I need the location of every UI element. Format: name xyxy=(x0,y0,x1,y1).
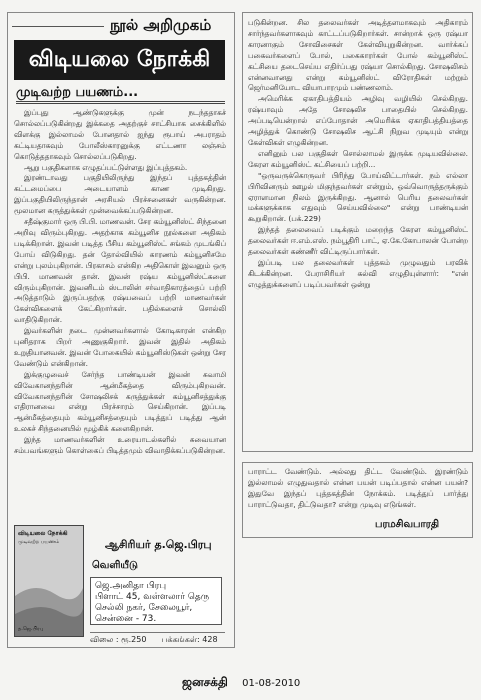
section-rule xyxy=(12,26,104,27)
continuation-paragraph: பாராட்ட வேண்டும். அல்லது திட்ட வேண்டும். இரண்டும் இல்லாமல் எழுதுவதால் என்ன பயன் படிப்பதால் என்ன பயன்? இதுவே இந்தப் புத்தகத்தின் நோக்கம். படித்துப் பார்த்து பாராட்டுவதா, திட்டுவதா? என்று முடிவு எடுங்கள். xyxy=(248,467,468,509)
left-paragraph: இக்குழுவைச் சேர்ந்த பாண்டியன் இவன் சுவாமி விவேகானந்தரின் ஆன்மீகத்தை விரும்புகிறவன். விவேகானந்தரின் சோஷலிசக் கருத்துக்கள் கம்யூனிசத்துக்கு எதிரானவை என்று பிரச்சாரம் செய்கிறான். இப்படி ஆன்மீகத்தையும் கம்யூனிசத்தையும் படித்துப் படித்து ஆன் உலகச் சிந்தனையில் மூழ்கிக் களைகிறான். xyxy=(14,369,226,434)
right-paragraph: இந்தத் தலைவைப் படிக்கும் மறைந்த கேரள கம்யூனிஸ்ட் தலைவர்கள் ஈ.எம்.எஸ். நம்பூதிரி பாட், ஏ.கே.கோபாலன் போன்ற தலைவர்கள் கண்ணீர் விட்டிருப்பார்கள். xyxy=(248,225,468,257)
right-paragraph: "ஒருவருக்கொருவர் பிரிந்து போய்விட்டார்கள். நம் எல்லா பிரிவினரும் ஊழல் மிகுந்தவர்கள் என்றும், ஒவ்வொருத்தருக்கும் ஏராளமான நிலம் இருக்கிறது. ஆனால் பெரிய தலைவர்கள் மக்களுக்காக எதுவும் செய்யவில்லை" என்று பாண்டியன் கூறுகிறான். (பக்.229) xyxy=(248,170,468,224)
newspaper-name: ஜனசக்தி xyxy=(182,675,228,689)
publisher-line: செல்லி நகர், சேலையூர், xyxy=(95,603,193,613)
cover-title: விடியலை நோக்கி xyxy=(18,530,68,537)
cover-subtitle: முடிவற்ற பயணம் xyxy=(18,539,60,545)
price-pages-line xyxy=(90,632,225,645)
cover-author: த.ஜெ.பிரபு xyxy=(18,626,44,632)
right-paragraph: அமெரிக்க ஏகாதிபத்தியம் அழிவு வழியில் செல்கிறது. ரஷ்யாவும் அதே சோஷலிச பாதையில் செல்கிறது. அப்படியென்றால் எப்போதான் அமெரிக்க ஏகாதிபத்தியத்தை அழித்துக் கொண்டு சோஷலிச ஆட்சி நிறுவ முடியும் என்று கேள்விகள் எழுகின்றன. xyxy=(248,94,468,147)
publisher-line: சென்னை - 73. xyxy=(95,614,157,624)
publisher-heading: வெளியீடு xyxy=(92,560,138,571)
newspaper-footer xyxy=(182,675,300,691)
right-column-text xyxy=(248,18,468,448)
left-paragraph: இந்த மாணவர்களின் உரையாடல்களில் சுவையான சம்பவங்களும் கொள்கைப் பிடித்தமும் விவாதிக்கப்படுகின்றன. xyxy=(14,435,226,456)
article-title: விடியலை நோக்கி xyxy=(14,40,225,80)
page-count: பக்கங்கள்: 428 xyxy=(161,635,218,644)
article-subtitle: முடிவற்ற பயணம்... xyxy=(16,85,225,104)
publisher-line: பிளாட் 45, வள்ளலார் தெரு xyxy=(95,592,210,602)
publication-date: 01-08-2010 xyxy=(242,678,301,689)
right-paragraph: எனினும் பல பகுதிகள் சொல்லாமல் இருக்க முடியவில்லை. கேரள கம்யூனிஸ்ட் கட்சியைப் பற்றி... xyxy=(248,148,468,169)
left-paragraph: சதீஷ்குமார் ஒரு பி.பி. மாணவன். சேர கம்யூனிஸ்ட் சிந்தனை அறிவு விரும்புகிறது. அதற்காக கம்யூனிச நூல்களை அதிகம் படிக்கிறான். இவன் படித்த பீசிய கம்யூனிஸ்ட் சங்கம் முடங்கிப் போய் விடுகிறது. தன் தோல்வியில் காரணம் கம்யூனிசமே என்று புலம்புகிறான். பிரகாசம் என்கிற அதிகொள் இவனும் ஒரு பிபி. மாணவன் தான். இவன் ரஷ்ய கம்யூனிஸ்ட்களை விரும்புகிறான். இவனிடம் ஸ்டாலின் சர்வாதிகாரத்தைப் பற்றி அடுத்தாடும் இருப்பதற்கு ரஷ்யவைப் பற்றி மாணவர்கள் கேள்விகளைக் கேட்கிறார்கள். பதில்களைச் சொல்லி வாதிடுகிறான். xyxy=(14,217,226,325)
left-paragraph: இரண்டாவது பகுதியிலிருந்து இந்தப் புத்தகத்தின் கட்டமைப்பை அடையாளம் காண முடிகிறது. இப்பகுதியிலிருந்தான் அரசியல் பிரச்சனைகள் வருகின்றன. மூலமான கருத்துக்கள் முன்வைக்கப்படுகின்றன. xyxy=(14,173,226,216)
reviewer-name: பரமசிவபாரதி xyxy=(375,519,440,530)
section-tag: நூல் அறிமுகம் xyxy=(110,16,212,34)
left-paragraph: இப்புது ஆண்டுகளுக்கு முன் நடந்ததாகச் சொல்லப்படுகின்றது இக்கதை அதற்குச் சாட்சியாக சைக்கிளில் விளக்கு இல்லாமல் போனதால் ஐந்து ரூபாய் அபராதம் கட்டியதாகவும் போலீஸ்காரனுக்கு எட்டணா லஞ்சம் கொடுத்ததாகவும் சொல்லப்படுகிறது. xyxy=(14,108,226,161)
price: விலை : ரூ.250 xyxy=(90,635,147,644)
publisher-line: ஜெ.அனிதா பிரபு xyxy=(95,581,167,591)
continuation-text xyxy=(248,467,468,511)
left-paragraph: ஆறு பகுதிகளாக எழுதப்பட்டுள்ளது இப்புத்தகம். xyxy=(24,162,188,172)
publisher-address-box xyxy=(90,577,222,625)
author-name: ஆசிரியர் த.ஜெ.பிரபு xyxy=(105,538,212,551)
right-paragraph: படுகின்றன. சில தலைவர்கள் அடித்தளமாகவும் அதிகாரம் சார்ந்தவர்களாகவும் காட்டப்படுகிறார்கள். சான்றாக் ஒரு ரஷ்யா காரனாகும் சோவிசைகள் கேள்வியுறுகின்றன. வார்க்கப் பகைவர்களைப் போல், பகைகாரர்கள் போல் கம்யூனிஸ்ட் கட்சியை தடைசெய்ய எதிர்ப்பது ரஷ்யா சொல்கிறது. சோஷலிசம் என்னவானது என்று கம்யூனிஸ்ட் விரோதிகள் மற்றும் ஜெர்மனியோட வியாபாரமும் பண்ணலாம். xyxy=(248,18,468,93)
left-column-text xyxy=(14,108,226,520)
right-paragraph: இப்படி பல தலைவர்கள் புத்தகம் முழுவதும் பரவிக் கிடக்கின்றன. பேராசிரியர் கல்வி எழுதியுள்ளார்: "என் எழுத்துக்களைப் படிப்பவர்கள் ஒன்று xyxy=(248,257,468,289)
book-cover-image xyxy=(14,525,84,637)
left-paragraph: இவர்களின் நடை முன்னவர்களால் கோடிகாரன் என்கிற புனிதராக பிறர் அணுகுகிறார். இவன் இதில் அதிகம் உறுதியானவன். இவன் போகையில் கம்யூனிஸ்டுகள் ஒன்று சேர வேண்டும் என்கிறான். xyxy=(14,326,226,368)
